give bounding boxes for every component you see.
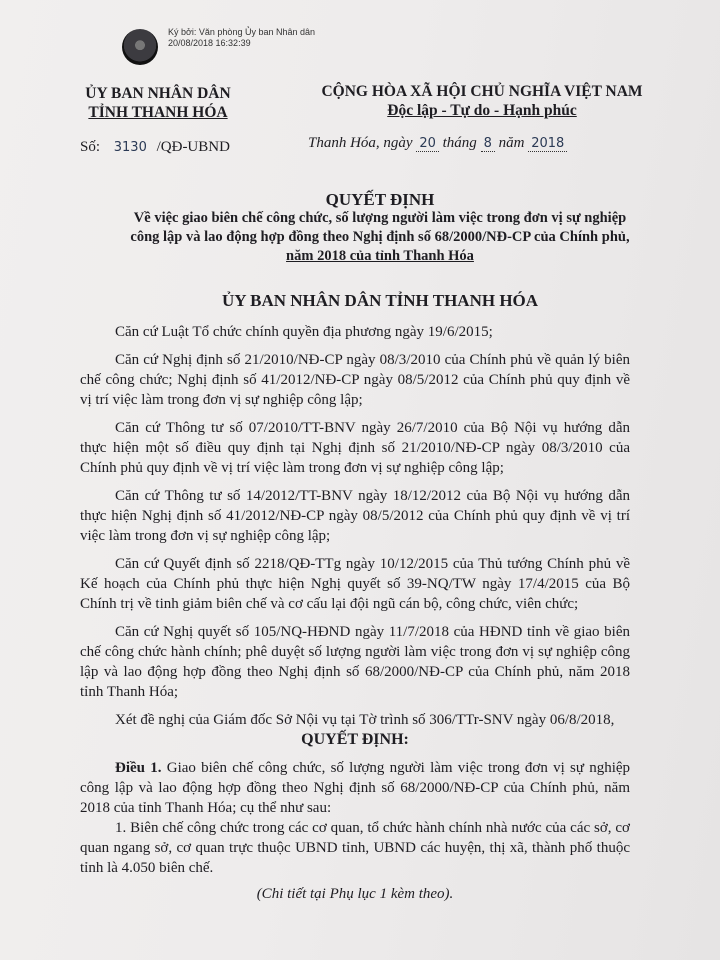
nation-line-1: CỘNG HÒA XÃ HỘI CHỦ NGHĨA VIỆT NAM xyxy=(321,83,643,100)
signature-signer: Ký bởi: Văn phòng Ủy ban Nhân dân xyxy=(168,27,316,37)
signature-text xyxy=(168,27,315,49)
signature-datetime: 20/08/2018 16:32:39 xyxy=(168,38,251,48)
subtitle-line-3: năm 2018 của tỉnh Thanh Hóa xyxy=(286,248,474,264)
date-day: 20 xyxy=(416,136,439,152)
article-1-text: Giao biên chế công chức, số lượng người làm việc trong đơn vị sự nghiệp công lập và lao động hợp đồng theo Nghị định số 68/2000/NĐ-CP của Chính phủ, năm 2018 của tỉnh Thanh Hóa; cụ thể như sau: xyxy=(80,760,631,816)
place-date xyxy=(308,135,567,152)
state-emblem-icon xyxy=(122,29,158,65)
article-1-label: Điều 1. xyxy=(115,760,162,776)
preamble-paragraph: Căn cứ Nghị quyết số 105/NQ-HĐND ngày 11/7/2018 của HĐND tỉnh về giao biên chế công chức hành chính; phê duyệt số lượng người làm việc trong đơn vị sự nghiệp công lập và lao động hợp đồng theo Nghị định số 68/2000/NĐ-CP của Chính phủ, năm 2018 tỉnh Thanh Hóa; xyxy=(80,624,630,700)
national-motto xyxy=(262,82,702,120)
document-number xyxy=(80,139,230,156)
place-prefix: Thanh Hóa, ngày xyxy=(308,135,413,151)
month-label: tháng xyxy=(442,135,477,151)
subtitle-line-2: công lập và lao động hợp đồng theo Nghị định số 68/2000/NĐ-CP của Chính phủ, xyxy=(130,229,630,245)
document-title: QUYẾT ĐỊNH xyxy=(325,190,435,209)
digital-signature-block xyxy=(122,27,382,71)
preamble-paragraph: Căn cứ Luật Tổ chức chính quyền địa phương ngày 19/6/2015; xyxy=(115,324,493,340)
document-body xyxy=(80,322,630,912)
subtitle-line-1: Về việc giao biên chế công chức, số lượng người làm việc trong đơn vị sự nghiệp xyxy=(133,210,627,226)
year-label: năm xyxy=(498,135,525,151)
nation-line-2: Độc lập - Tự do - Hạnh phúc xyxy=(387,102,577,119)
article-1-item-1: 1. Biên chế công chức trong các cơ quan, tổ chức hành chính nhà nước của các sở, cơ quan ngang sở, cơ quan trực thuộc UBND tỉnh, UBND các huyện, thị xã, thành phố thuộc tỉnh là 4.050 biên chế. xyxy=(80,820,630,876)
article-1 xyxy=(80,758,630,818)
preamble-paragraph: Căn cứ Quyết định số 2218/QĐ-TTg ngày 10/12/2015 của Thủ tướng Chính phủ về Kế hoạch của Chính phủ thực hiện Nghị quyết số 39-NQ/TW ngày 17/4/2015 của Bộ Chính trị về tinh giảm biên chế và cơ cấu lại đội ngũ cán bộ, công chức, viên chức; xyxy=(80,556,630,612)
org-line-1: ỦY BAN NHÂN DÂN xyxy=(85,85,231,102)
number-label: Số: xyxy=(80,139,101,155)
document-subtitle xyxy=(90,209,670,266)
issuing-authority-heading: ỦY BAN NHÂN DÂN TỈNH THANH HÓA xyxy=(221,291,539,310)
org-line-2: TỈNH THANH HÓA xyxy=(88,104,228,121)
preamble-paragraph: Xét đề nghị của Giám đốc Sở Nội vụ tại Tờ trình số 306/TTr-SNV ngày 06/8/2018, xyxy=(115,712,615,728)
preamble-paragraph: Căn cứ Nghị định số 21/2010/NĐ-CP ngày 08/3/2010 của Chính phủ về quản lý biên chế công chức; Nghị định số 41/2012/NĐ-CP ngày 08/5/2012 của Chính phủ quy định về vị trí việc làm trong đơn vị sự nghiệp công lập; xyxy=(80,352,630,408)
number-value: 3130 xyxy=(113,140,147,155)
preamble-paragraph: Căn cứ Thông tư số 07/2010/TT-BNV ngày 26/7/2010 của Bộ Nội vụ hướng dẫn thực hiện một số điều quy định tại Nghị định số 21/2010/NĐ-CP ngày 08/3/2010 của Chính phủ quy định về vị trí việc làm trong đơn vị sự nghiệp công lập; xyxy=(80,420,630,476)
date-month: 8 xyxy=(481,136,495,152)
preamble-paragraph: Căn cứ Thông tư số 14/2012/TT-BNV ngày 18/12/2012 của Bộ Nội vụ hướng dẫn thực hiện Nghị định số 41/2012/NĐ-CP ngày 08/5/2012 của Chính phủ quy định về vị trí việc làm trong đơn vị sự nghiệp công lập; xyxy=(80,488,630,544)
issuing-organization xyxy=(78,84,238,122)
decision-heading: QUYẾT ĐỊNH: xyxy=(301,731,409,748)
number-suffix: /QĐ-UBND xyxy=(156,139,230,155)
date-year: 2018 xyxy=(528,136,567,152)
appendix-note: (Chi tiết tại Phụ lục 1 kèm theo). xyxy=(256,886,454,902)
